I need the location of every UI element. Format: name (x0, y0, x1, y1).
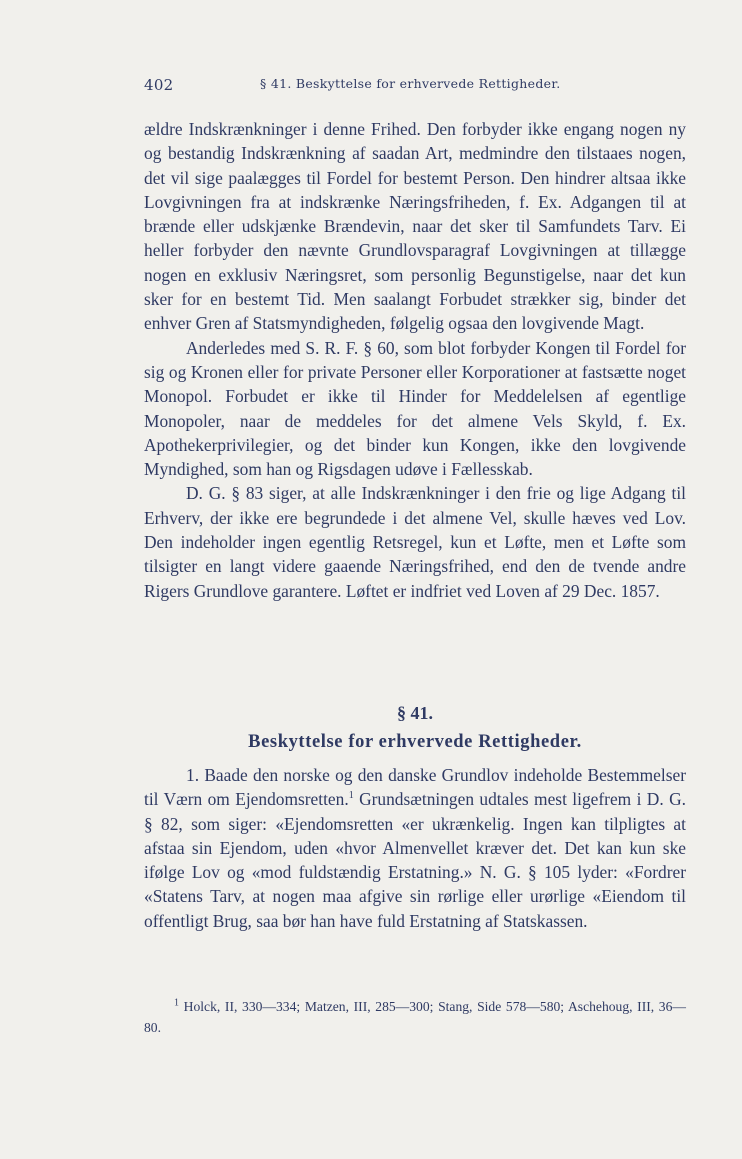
paragraph: Anderledes med S. R. F. § 60, som blot forbyder Kongen til Fordel for sig og Kronen eller for private Personer eller Korporationer at fastsætte noget Monopol. Forbudet er ikke til Hinder for Meddelelsen af egentlige Monopoler, naar de meddeles for det almene Vels Skyld, f. Ex. Apothekerprivilegier, og det binder kun Kongen, ikke den lovgivende Myndighed, som han og Rigsdagen udøve i Fællesskab. (144, 337, 686, 480)
paragraph: ældre Indskrænkninger i denne Frihed. Den forbyder ikke engang nogen ny og bestandig Indskrænkning af saadan Art, medmindre den tilstaaes nogen, det vil sige paalægges til Fordel for bestemt Person. Den hindrer altsaa ikke Lovgivningen fra at indskrænke Næringsfriheden, f. Ex. Adgangen til at brænde eller udskjænke Brændevin, naar det sker til Samfundets Tarv. Ei heller forbyder den nævnte Grundlovsparagraf Lovgivningen at tillægge nogen en exklusiv Næringsret, som personlig Begunstigelse, naar det kun sker for en bestemt Tid. Men saalangt Forbudet strækker sig, binder det enhver Gren af Statsmyndigheden, følgelig ogsaa den lovgivende Magt. (144, 119, 686, 334)
section-title: Beskyttelse for erhvervede Rettigheder. (248, 732, 582, 752)
footnote-divider (144, 986, 686, 987)
running-head (144, 76, 684, 98)
section-body (144, 763, 686, 933)
paragraph: D. G. § 83 siger, at alle Indskrænkninger i den frie og lige Adgang til Erhverv, der ikke ere begrundede i det almene Vel, skulle hæves ved Lov. Den indeholder ingen egentlig Retsregel, kun et Løfte, men et Løfte som tilsigter en langt videre gaaende Næringsfrihed, end den de tvende andre Rigers Grundlove garantere. Løftet er indfriet ved Loven af 29 Dec. 1857. (144, 483, 686, 601)
page-number: 402 (144, 76, 174, 94)
section-text: 1. Baade den norske og den danske Grundlov indeholde Bestemmelser til Værn om Ejendomsretten. (144, 765, 686, 810)
main-text (144, 117, 686, 603)
footnote-marker: 1 (174, 997, 179, 1009)
footnote-content: Holck, II, 330—334; Matzen, III, 285—300; Stang, Side 578—580; Aschehoug, III, 36—80. (144, 999, 686, 1035)
section-text-continued: Grundsætningen udtales mest ligefrem i D. G. § 82, som siger: «Ejendomsretten «er ukrænkelig. Ingen kan tilpligtes at afstaa sin Ejendom, uden «hvor Almenvellet kræver det. Det kan kun ske ifølge Lov og «mod fuldstændig Erstatning.» N. G. § 105 lyder: «Fordrer «Statens Tarv, at nogen maa afgive sin rørlige eller urørlige «Eiendom til offentligt Brug, saa bør han have fuld Erstatning af Statskassen. (144, 789, 686, 931)
footnote-text (144, 996, 686, 1038)
running-title: § 41. Beskyttelse for erhvervede Rettigheder. (260, 76, 561, 91)
section-number: § 41. (397, 703, 433, 723)
paragraph (144, 763, 686, 933)
footnote-reference: 1 (348, 790, 354, 802)
footnote (144, 996, 686, 1038)
